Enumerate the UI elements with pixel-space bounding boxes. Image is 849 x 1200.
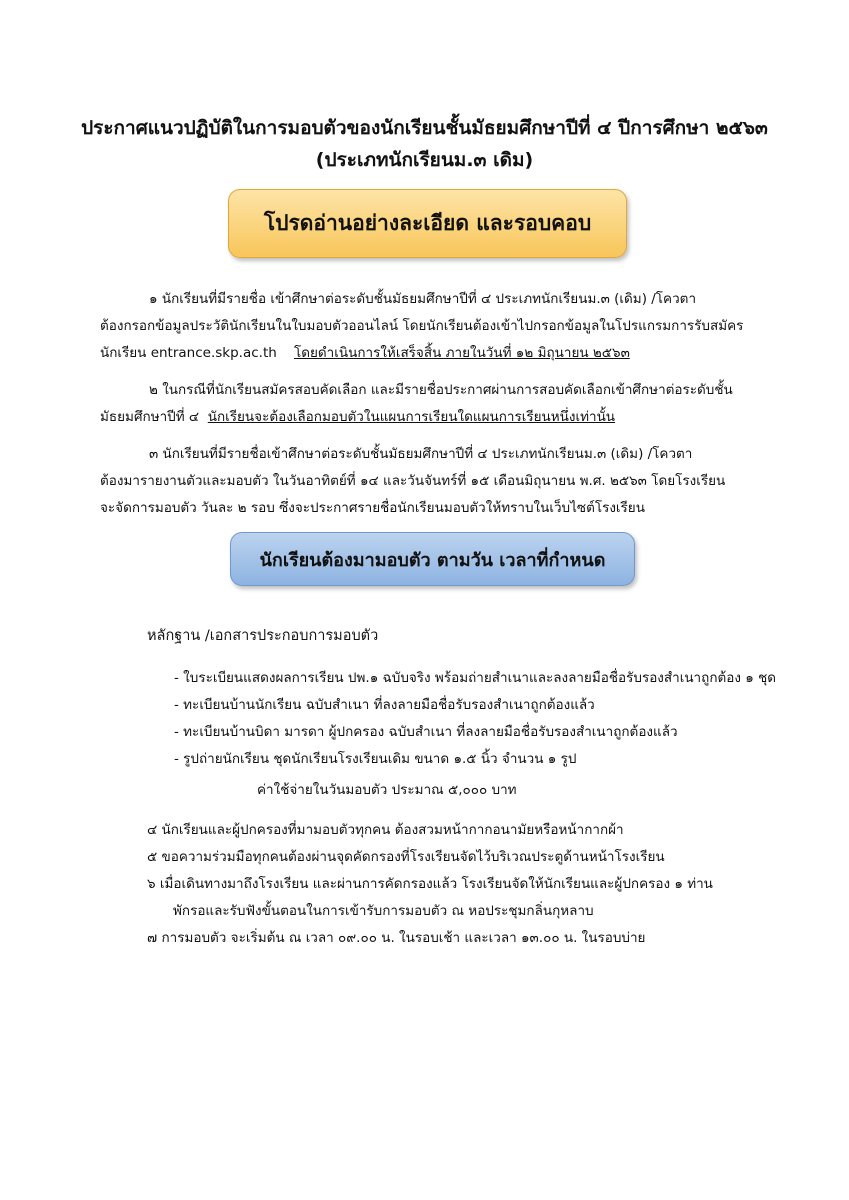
note-6: ๖ เมื่อเดินทางมาถึงโรงเรียน และผ่านการคัดกรองแล้ว โรงเรียนจัดให้นักเรียนและผู้ปกครอง ๑ ท่าน xyxy=(147,876,713,892)
notes xyxy=(147,817,713,952)
section-1-line-3: นักเรียน entrance.skp.ac.th โดยดำเนินการให้เสร็จสิ้น ภายในวันที่ ๑๒ มิถุนายน ๒๕๖๓ xyxy=(100,345,630,361)
documents-heading: หลักฐาน /เอกสารประกอบการมอบตัว xyxy=(147,628,379,644)
page-subtitle: (ประเภทนักเรียนม.๓ เดิม) xyxy=(315,149,534,171)
schedule-banner-text: นักเรียนต้องมามอบตัว ตามวัน เวลาที่กำหนด xyxy=(259,549,606,571)
read-carefully-banner xyxy=(228,189,627,258)
note-7: ๗ การมอบตัว จะเริ่มต้น ณ เวลา ๐๙.๐๐ น. ในรอบเช้า และเวลา ๑๓.๐๐ น. ในรอบบ่าย xyxy=(147,930,646,946)
document-item: - ทะเบียนบ้านบิดา มารดา ผู้ปกครอง ฉบับสำเนา ที่ลงลายมือชื่อรับรองสำเนาถูกต้องแล้ว xyxy=(174,724,678,740)
document-item: - ใบระเบียนแสดงผลการเรียน ปพ.๑ ฉบับจริง พร้อมถ่ายสำเนาและลงลายมือชื่อรับรองสำเนาถูกต้อง ๑ ชุด xyxy=(174,670,777,686)
section-1 xyxy=(100,286,743,367)
document-item: - รูปถ่ายนักเรียน ชุดนักเรียนโรงเรียนเดิม ขนาด ๑.๕ นิ้ว จำนวน ๑ รูป xyxy=(174,751,577,767)
note-6-continuation: พักรอและรับฟังขั้นตอนในการเข้ารับการมอบตัว ณ หอประชุมกลิ่นกุหลาบ xyxy=(173,903,594,919)
cost-note: ค่าใช้จ่ายในวันมอบตัว ประมาณ ๕,๐๐๐ บาท xyxy=(257,782,517,798)
schedule-banner xyxy=(230,532,635,586)
section-3 xyxy=(100,441,725,522)
registration-deadline: โดยดำเนินการให้เสร็จสิ้น ภายในวันที่ ๑๒ มิถุนายน ๒๕๖๓ xyxy=(293,345,630,361)
note-4: ๔ นักเรียนและผู้ปกครองที่มามอบตัวทุกคน ต้องสวมหน้ากากอนามัยหรือหน้ากากผ้า xyxy=(147,822,624,838)
section-3-line-3: จะจัดการมอบตัว วันละ ๒ รอบ ซึ่งจะประกาศรายชื่อนักเรียนมอบตัวให้ทราบในเว็บไซต์โรงเรียน xyxy=(100,500,645,516)
plan-selection-rule: นักเรียนจะต้องเลือกมอบตัวในแผนการเรียนใดแผนการเรียนหนึ่งเท่านั้น xyxy=(207,409,616,425)
note-5: ๕ ขอความร่วมมือทุกคนต้องผ่านจุดคัดกรองที่โรงเรียนจัดไว้บริเวณประตูด้านหน้าโรงเรียน xyxy=(147,849,665,865)
section-3-line-2: ต้องมารายงานตัวและมอบตัว ในวันอาทิตย์ที่ ๑๔ และวันจันทร์ที่ ๑๕ เดือนมิถุนายน พ.ศ. ๒๕๖๓ โดยโรงเรียน xyxy=(100,473,726,489)
document-item: - ทะเบียนบ้านนักเรียน ฉบับสำเนา ที่ลงลายมือชื่อรับรองสำเนาถูกต้องแล้ว xyxy=(174,697,595,713)
section-2 xyxy=(100,377,733,431)
section-1-line-1: ๑ นักเรียนที่มีรายชื่อ เข้าศึกษาต่อระดับชั้นมัธยมศึกษาปีที่ ๔ ประเภทนักเรียนม.๓ (เดิม) /โควตา xyxy=(149,291,697,307)
section-1-line-2: ต้องกรอกข้อมูลประวัตินักเรียนในใบมอบตัวออนไลน์ โดยนักเรียนต้องเข้าไปกรอกข้อมูลในโปรแกรมการรับสมัคร xyxy=(100,318,744,334)
section-3-line-1: ๓ นักเรียนที่มีรายชื่อเข้าศึกษาต่อระดับชั้นมัธยมศึกษาปีที่ ๔ ประเภทนักเรียนม.๓ (เดิม) /โควตา xyxy=(149,446,693,462)
read-carefully-text: โปรดอ่านอย่างละเอียด และรอบคอบ xyxy=(263,211,592,235)
documents-list xyxy=(174,665,776,773)
section-2-line-2: มัธยมศึกษาปีที่ ๔ นักเรียนจะต้องเลือกมอบตัวในแผนการเรียนใดแผนการเรียนหนึ่งเท่านั้น xyxy=(100,409,616,425)
page-title: ประกาศแนวปฏิบัติในการมอบตัวของนักเรียนชั้นมัธยมศึกษาปีที่ ๔ ปีการศึกษา ๒๕๖๓ xyxy=(81,117,768,139)
section-2-line-1: ๒ ในกรณีที่นักเรียนสมัครสอบคัดเลือก และมีรายชื่อประกาศผ่านการสอบคัดเลือกเข้าศึกษาต่อระดับชั้น xyxy=(149,382,733,398)
